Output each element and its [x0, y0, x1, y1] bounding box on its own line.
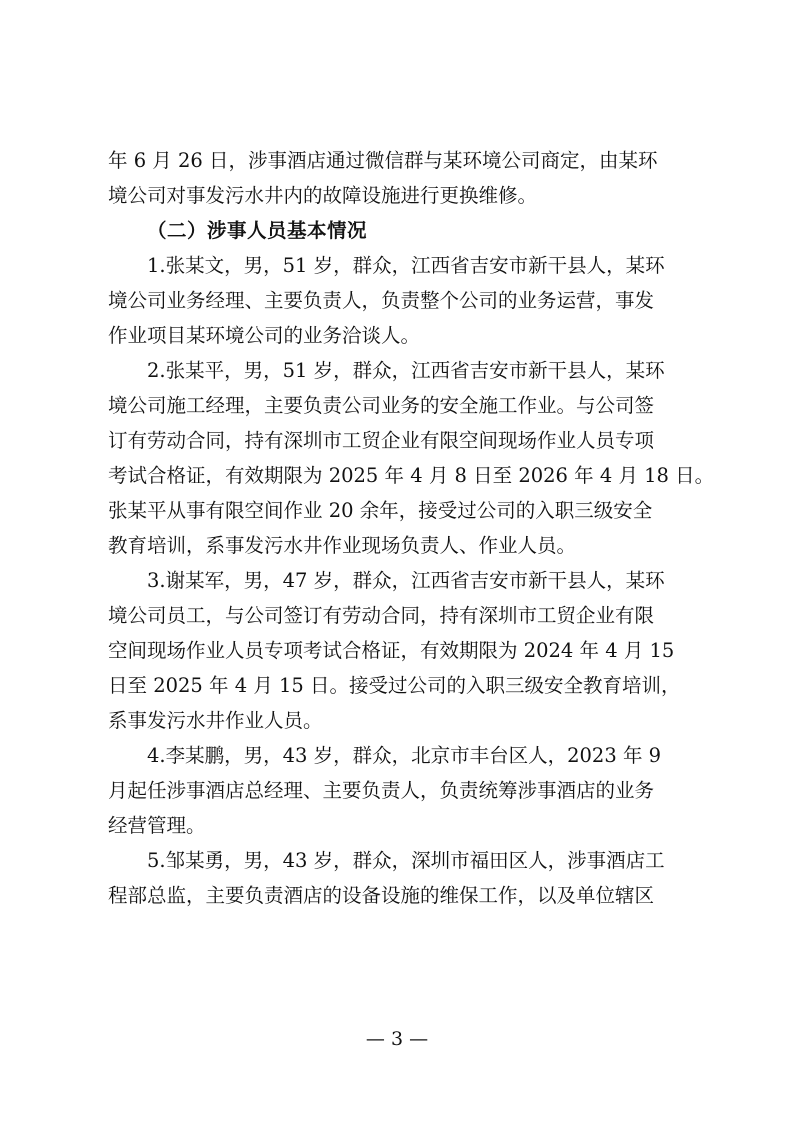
paragraph-line: 1.张某文，男，51 岁，群众，江西省吉安市新干县人，某环 — [147, 254, 665, 277]
paragraph-line: 2.张某平，男，51 岁，群众，江西省吉安市新干县人，某环 — [147, 359, 665, 382]
paragraph-line: 空间现场作业人员专项考试合格证，有效期限为 2024 年 4 月 15 — [108, 639, 675, 662]
page-number: — 3 — — [365, 1028, 429, 1050]
paragraph-line: 境公司员工，与公司签订有劳动合同，持有深圳市工贸企业有限 — [108, 604, 655, 627]
paragraph-line: 月起任涉事酒店总经理、主要负责人，负责统筹涉事酒店的业务 — [108, 779, 655, 802]
section-heading: （二）涉事人员基本情况 — [147, 219, 368, 242]
paragraph-line: 作业项目某环境公司的业务洽谈人。 — [108, 324, 421, 347]
paragraph-line: 4.李某鹏，男，43 岁，群众，北京市丰台区人，2023 年 9 — [147, 744, 662, 767]
paragraph-line: 程部总监，主要负责酒店的设备设施的维保工作，以及单位辖区 — [108, 884, 655, 907]
paragraph-line: 考试合格证，有效期限为 2025 年 4 月 8 日至 2026 年 4 月 18 日。 — [108, 464, 715, 487]
paragraph-line: 系事发污水井作业人员。 — [108, 709, 323, 732]
paragraph-line: 境公司施工经理，主要负责公司业务的安全施工作业。与公司签 — [108, 394, 655, 417]
paragraph-line: 年 6 月 26 日，涉事酒店通过微信群与某环境公司商定，由某环 — [108, 149, 658, 172]
paragraph-line: 订有劳动合同，持有深圳市工贸企业有限空间现场作业人员专项 — [108, 429, 655, 452]
paragraph-line: 张某平从事有限空间作业 20 余年，接受过公司的入职三级安全 — [108, 499, 653, 522]
paragraph-line: 日至 2025 年 4 月 15 日。接受过公司的入职三级安全教育培训， — [108, 674, 681, 697]
paragraph-line: 经营管理。 — [108, 814, 206, 837]
paragraph-line: 3.谢某军，男，47 岁，群众，江西省吉安市新干县人，某环 — [147, 569, 665, 592]
document-body — [108, 143, 715, 913]
paragraph-line: 境公司对事发污水井内的故障设施进行更换维修。 — [108, 184, 538, 207]
paragraph-line: 5.邹某勇，男，43 岁，群众，深圳市福田区人，涉事酒店工 — [147, 849, 665, 872]
paragraph-line: 境公司业务经理、主要负责人，负责整个公司的业务运营，事发 — [108, 289, 655, 312]
paragraph-line: 教育培训，系事发污水井作业现场负责人、作业人员。 — [108, 534, 577, 557]
